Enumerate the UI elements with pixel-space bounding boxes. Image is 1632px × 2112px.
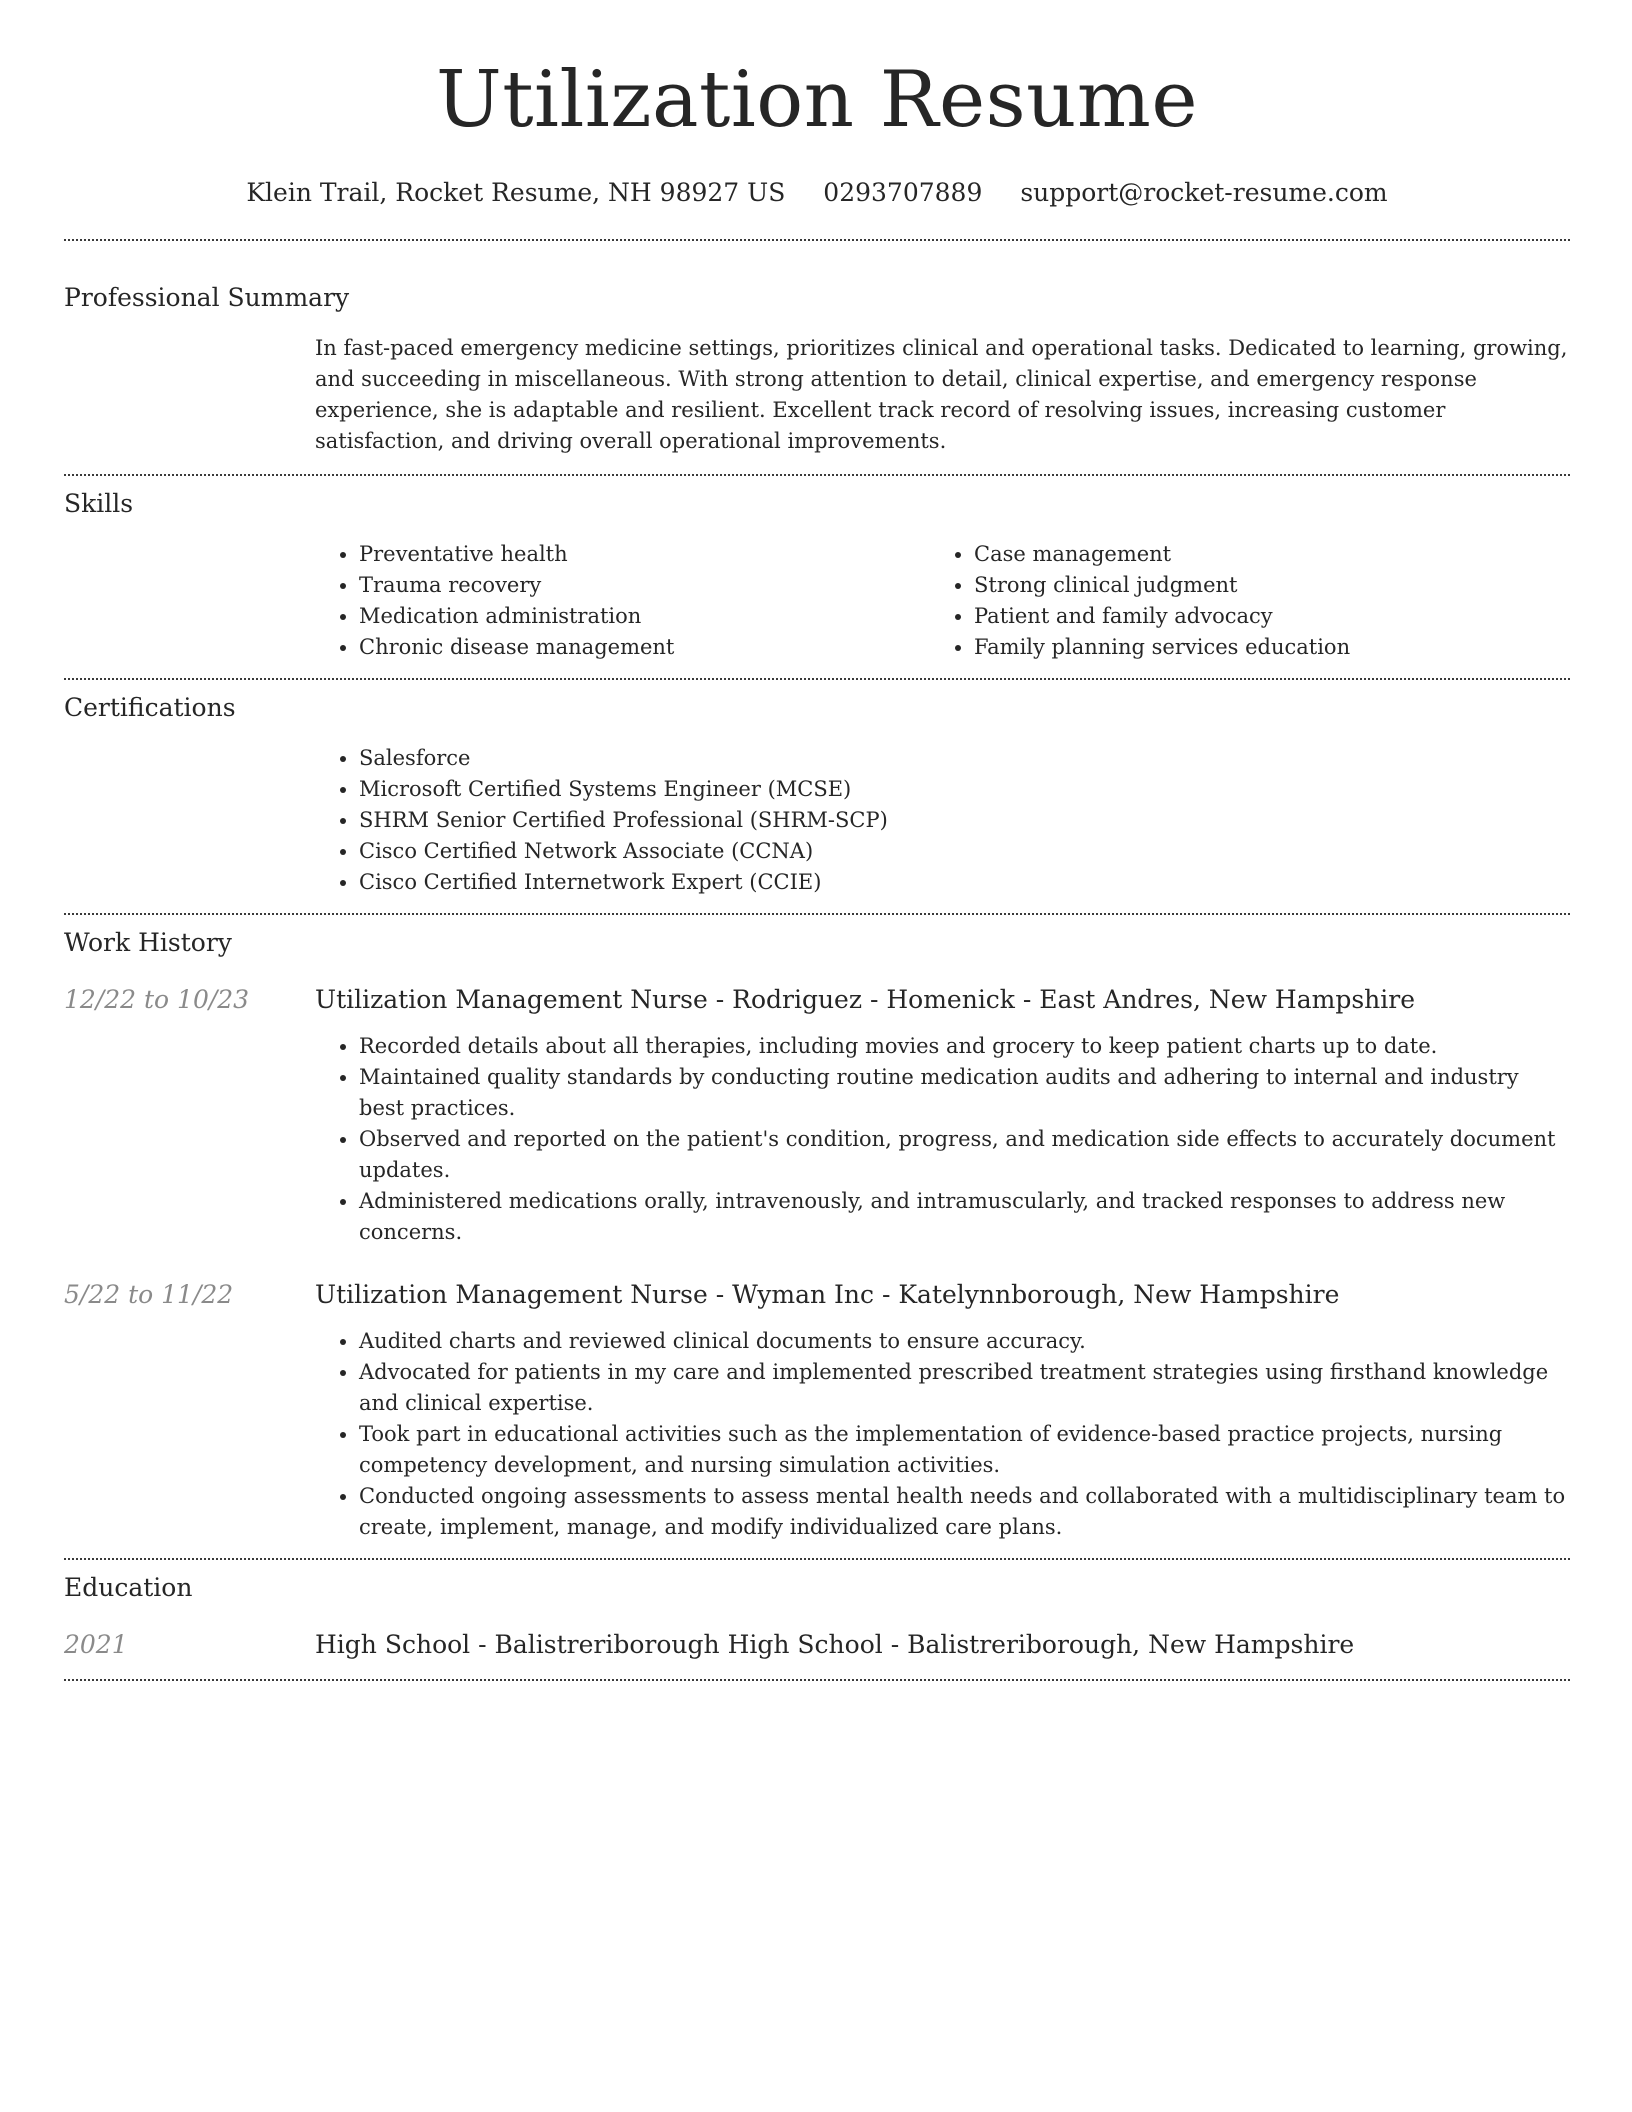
job-dates: 5/22 to 11/22	[64, 1280, 234, 1309]
education-year: 2021	[64, 1630, 128, 1659]
job-bullet: • Conducted ongoing assessments to assess mental health needs and collaborated with a multidisciplinary team to create, implement, manage, and modify individualized care plans.	[359, 1481, 1570, 1543]
job-bullet: • Recorded details about all therapies, including movies and grocery to keep patient charts up to date.	[359, 1031, 1570, 1062]
job-bullet: • Administered medications orally, intravenously, and intramuscularly, and tracked responses to address new concerns.	[359, 1186, 1570, 1248]
skill-item: • Preventative health	[359, 539, 930, 570]
skill-item: • Trauma recovery	[359, 570, 930, 601]
job-entry	[64, 1278, 1570, 1543]
phone: 0293707889	[823, 178, 983, 207]
section-title-summary: Professional Summary	[64, 283, 350, 312]
section-title-certifications: Certifications	[64, 693, 236, 722]
skill-item: • Chronic disease management	[359, 632, 930, 663]
section-title-work-history: Work History	[64, 928, 232, 957]
education-entry	[64, 1628, 1570, 1662]
certifications-list	[315, 743, 1570, 898]
job-bullet: • Observed and reported on the patient's condition, progress, and medication side effects to accurately document updates.	[359, 1124, 1570, 1186]
job-bullet: • Took part in educational activities such as the implementation of evidence-based practice projects, nursing competency development, and nursing simulation activities.	[359, 1419, 1570, 1481]
job-role: Utilization Management Nurse	[315, 985, 708, 1014]
skill-item: • Family planning services education	[974, 632, 1545, 663]
skills-list-right	[930, 539, 1545, 663]
section-title-education: Education	[64, 1573, 193, 1602]
job-dates: 12/22 to 10/23	[64, 985, 250, 1014]
email: support@rocket-resume.com	[1020, 178, 1388, 207]
job-title	[315, 1278, 1339, 1312]
job-title	[315, 983, 1415, 1017]
job-employer-location: - Wyman Inc - Katelynnborough, New Hampshire	[707, 1280, 1340, 1309]
job-bullet: • Maintained quality standards by conducting routine medication audits and adhering to internal and industry best practices.	[359, 1062, 1570, 1124]
resume-title: Utilization Resume	[435, 55, 1199, 145]
certification-item: • SHRM Senior Certified Professional (SHRM-SCP)	[359, 805, 1570, 836]
contact-line	[64, 176, 1570, 210]
work-history-section	[64, 915, 1570, 1543]
certification-item: • Microsoft Certified Systems Engineer (MCSE)	[359, 774, 1570, 805]
divider	[64, 1679, 1570, 1681]
job-bullets	[315, 1031, 1570, 1248]
summary-text: In fast-paced emergency medicine settings, prioritizes clinical and operational tasks. Dedicated to learning, growing, and succeeding in miscellaneous. With strong attention to detail, clinical expertise, and emergency response experience, she is adaptable and resilient. Excellent track record of resolving issues, increasing customer satisfaction, and driving overall operational improvements.	[315, 336, 1568, 453]
skills-list-left	[315, 539, 930, 663]
education-title	[315, 1628, 1354, 1662]
education-degree: High School	[315, 1630, 471, 1659]
education-section	[64, 1560, 1570, 1662]
resume-page	[64, 0, 1570, 1681]
education-school-location: - Balistreriborough High School - Balistreriborough, New Hampshire	[470, 1630, 1355, 1659]
job-entry	[64, 983, 1570, 1248]
certification-item: • Salesforce	[359, 743, 1570, 774]
certification-item: • Cisco Certified Network Associate (CCNA)	[359, 836, 1570, 867]
job-bullet: • Audited charts and reviewed clinical documents to ensure accuracy.	[359, 1326, 1570, 1357]
skill-item: • Patient and family advocacy	[974, 601, 1545, 632]
certifications-section	[64, 680, 1570, 898]
skill-item: • Case management	[974, 539, 1545, 570]
job-bullet: • Advocated for patients in my care and implemented prescribed treatment strategies using firsthand knowledge and clinical expertise.	[359, 1357, 1570, 1419]
job-employer-location: - Rodriguez - Homenick - East Andres, New Hampshire	[707, 985, 1416, 1014]
job-bullets	[315, 1326, 1570, 1543]
skill-item: • Medication administration	[359, 601, 930, 632]
skill-item: • Strong clinical judgment	[974, 570, 1545, 601]
section-title-skills: Skills	[64, 489, 134, 518]
certification-item: • Cisco Certified Internetwork Expert (CCIE)	[359, 867, 1570, 898]
summary-section	[64, 241, 1570, 457]
skills-section	[64, 476, 1570, 663]
address: Klein Trail, Rocket Resume, NH 98927 US	[246, 178, 786, 207]
job-role: Utilization Management Nurse	[315, 1280, 708, 1309]
